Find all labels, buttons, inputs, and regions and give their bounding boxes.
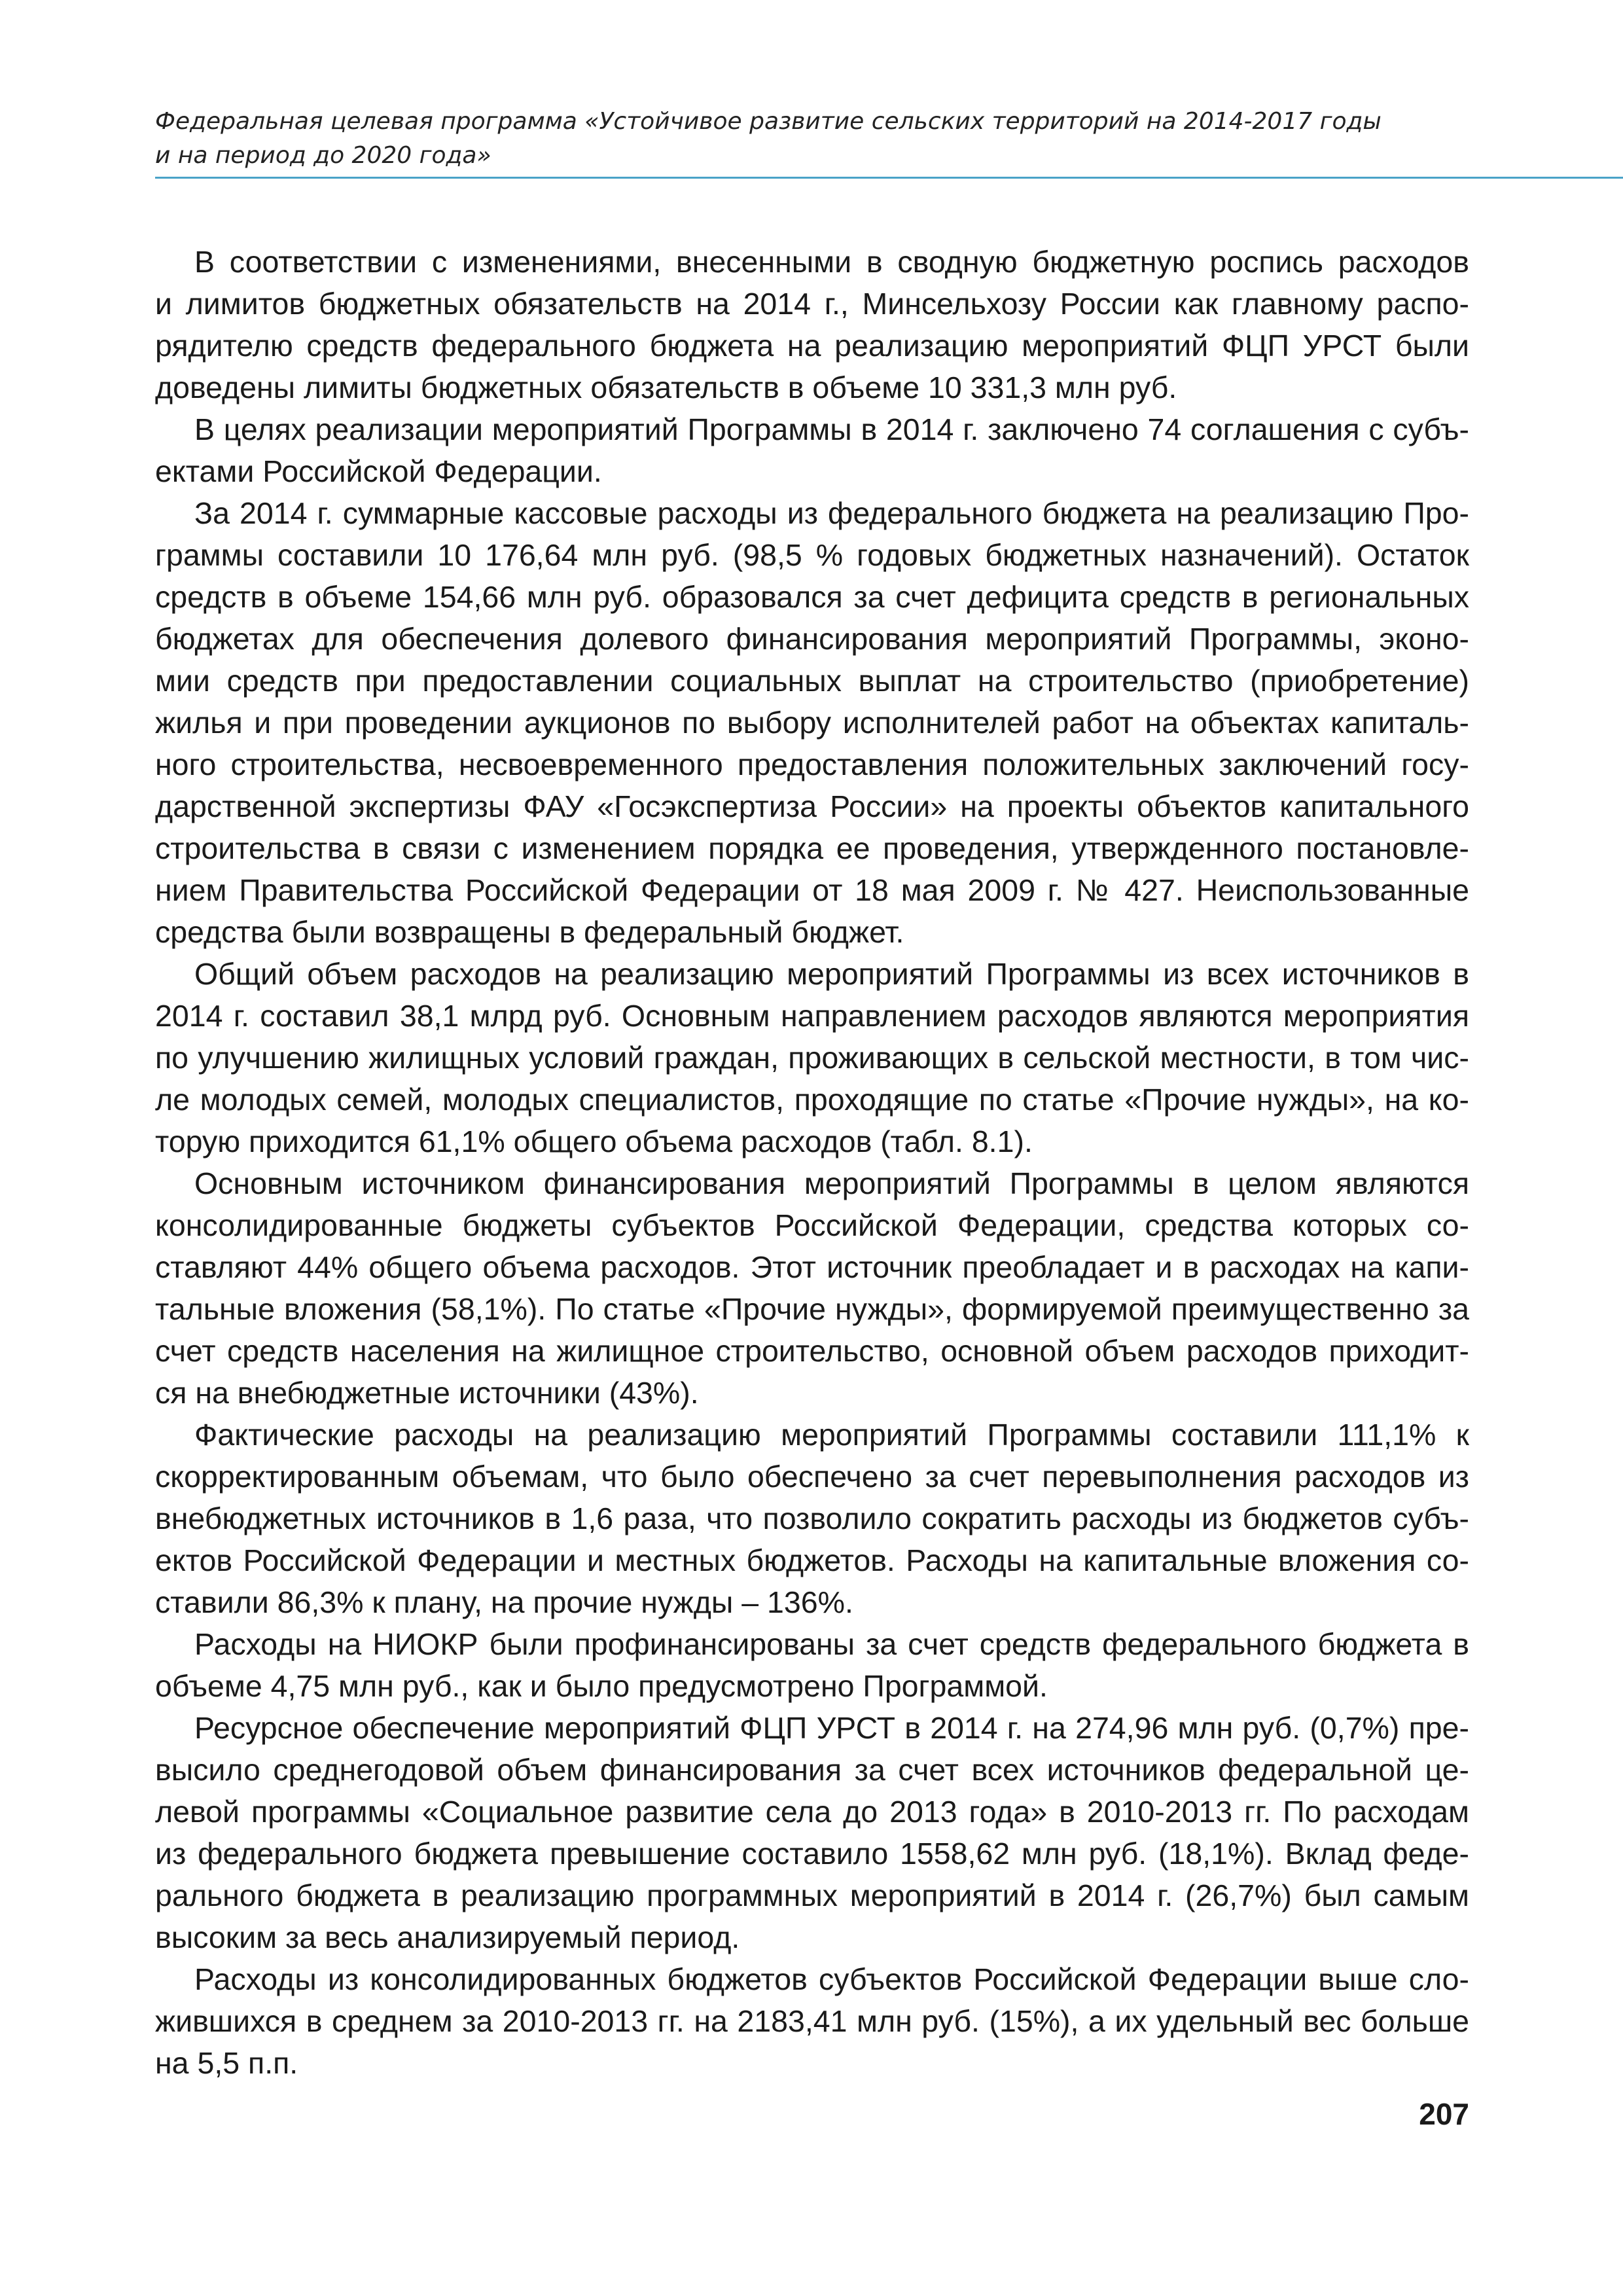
header-divider — [155, 177, 1623, 179]
text-line: из федерального бюджета превышение составило 1558,62 млн руб. (18,1%). Вклад феде- — [155, 1837, 1469, 1871]
paragraph — [155, 953, 1469, 1162]
paragraph — [155, 408, 1469, 492]
text-line: нием Правительства Российской Федерации от 18 мая 2009 г. № 427. Неиспользованные — [155, 873, 1469, 907]
text-line: счет средств населения на жилищное строительство, основной объем расходов приходит- — [155, 1334, 1469, 1368]
page-number: 207 — [1419, 2097, 1469, 2131]
paragraph — [155, 241, 1469, 408]
text-line: рядителю средств федерального бюджета на реализацию мероприятий ФЦП УРСТ были — [155, 329, 1469, 363]
text-line: рального бюджета в реализацию программных мероприятий в 2014 г. (26,7%) был самым — [155, 1878, 1469, 1912]
text-line: дарственной экспертизы ФАУ «Госэкспертиза России» на проекты объектов капитального — [155, 789, 1469, 823]
text-line: ного строительства, несвоевременного предоставления положительных заключений госу- — [155, 747, 1469, 781]
text-line: ставляют 44% общего объема расходов. Этот источник преобладает и в расходах на капи- — [155, 1250, 1469, 1284]
text-line: ектами Российской Федерации. — [155, 454, 602, 488]
text-line: внебюджетных источников в 1,6 раза, что позволило сократить расходы из бюджетов субъ- — [155, 1501, 1469, 1535]
text-line: мии средств при предоставлении социальных выплат на строительство (приобретение) — [155, 664, 1469, 698]
paragraph — [155, 492, 1469, 953]
text-line: торую приходится 61,1% общего объема расходов (табл. 8.1). — [155, 1124, 1033, 1158]
text-line: Ресурсное обеспечение мероприятий ФЦП УРСТ в 2014 г. на 274,96 млн руб. (0,7%) пре- — [194, 1711, 1469, 1745]
text-line: 2014 г. составил 38,1 млрд руб. Основным направлением расходов являются мероприятия — [155, 999, 1469, 1033]
text-line: тальные вложения (58,1%). По статье «Прочие нужды», формируемой преимущественно за — [155, 1292, 1469, 1326]
text-line: В соответствии с изменениями, внесенными в сводную бюджетную роспись расходов — [194, 245, 1469, 279]
text-line: Расходы на НИОКР были профинансированы за счет средств федерального бюджета в — [194, 1627, 1469, 1661]
text-line: скорректированным объемам, что было обеспечено за счет перевыполнения расходов из — [155, 1460, 1469, 1494]
text-line: граммы составили 10 176,64 млн руб. (98,5 % годовых бюджетных назначений). Остаток — [155, 538, 1469, 572]
text-line: объеме 4,75 млн руб., как и было предусмотрено Программой. — [155, 1669, 1048, 1703]
text-line: Фактические расходы на реализацию мероприятий Программы составили 111,1% к — [194, 1418, 1469, 1452]
text-line: на 5,5 п.п. — [155, 2046, 298, 2080]
text-line: Расходы из консолидированных бюджетов субъектов Российской Федерации выше сло- — [194, 1962, 1469, 1996]
paragraph — [155, 1958, 1469, 2084]
text-line: и лимитов бюджетных обязательств на 2014 г., Минсельхозу России как главному распо- — [155, 287, 1469, 321]
text-line: левой программы «Социальное развитие села до 2013 года» в 2010-2013 гг. По расходам — [155, 1795, 1469, 1829]
paragraph — [155, 1707, 1469, 1958]
text-line: консолидированные бюджеты субъектов Российской Федерации, средства которых со- — [155, 1208, 1469, 1242]
text-line: В целях реализации мероприятий Программы в 2014 г. заключено 74 соглашения с субъ- — [194, 412, 1469, 446]
text-line: ектов Российской Федерации и местных бюджетов. Расходы на капитальные вложения со- — [155, 1543, 1469, 1577]
text-line: средства были возвращены в федеральный бюджет. — [155, 915, 904, 949]
text-line: Общий объем расходов на реализацию мероприятий Программы из всех источников в — [194, 957, 1469, 991]
text-line: по улучшению жилищных условий граждан, проживающих в сельской местности, в том чис- — [155, 1041, 1469, 1075]
paragraph — [155, 1414, 1469, 1623]
text-line: ставили 86,3% к плану, на прочие нужды – 136%. — [155, 1585, 853, 1619]
running-header-line-1: Федеральная целевая программа «Устойчивое развитие сельских территорий на 2014-2017 годы — [155, 108, 1382, 135]
running-header-line-2: и на период до 2020 года» — [155, 142, 491, 169]
text-line: Основным источником финансирования мероприятий Программы в целом являются — [194, 1166, 1469, 1200]
text-line: высоким за весь анализируемый период. — [155, 1920, 740, 1954]
text-line: доведены лимиты бюджетных обязательств в объеме 10 331,3 млн руб. — [155, 370, 1177, 404]
text-line: жившихся в среднем за 2010-2013 гг. на 2183,41 млн руб. (15%), а их удельный вес больше — [155, 2004, 1469, 2038]
paragraph — [155, 1162, 1469, 1414]
text-line: ле молодых семей, молодых специалистов, проходящие по статье «Прочие нужды», на ко- — [155, 1083, 1469, 1117]
text-line: средств в объеме 154,66 млн руб. образовался за счет дефицита средств в региональных — [155, 580, 1469, 614]
paragraph — [155, 1623, 1469, 1707]
text-line: строительства в связи с изменением порядка ее проведения, утвержденного постановле- — [155, 831, 1469, 865]
text-line: жилья и при проведении аукционов по выбору исполнителей работ на объектах капиталь- — [155, 706, 1469, 740]
text-line: За 2014 г. суммарные кассовые расходы из федерального бюджета на реализацию Про- — [194, 496, 1469, 530]
text-line: высило среднегодовой объем финансирования за счет всех источников федеральной це- — [155, 1753, 1469, 1787]
body-text — [155, 241, 1469, 2084]
text-line: ся на внебюджетные источники (43%). — [155, 1376, 699, 1410]
text-line: бюджетах для обеспечения долевого финансирования мероприятий Программы, эконо- — [155, 622, 1469, 656]
running-header — [155, 105, 1399, 173]
